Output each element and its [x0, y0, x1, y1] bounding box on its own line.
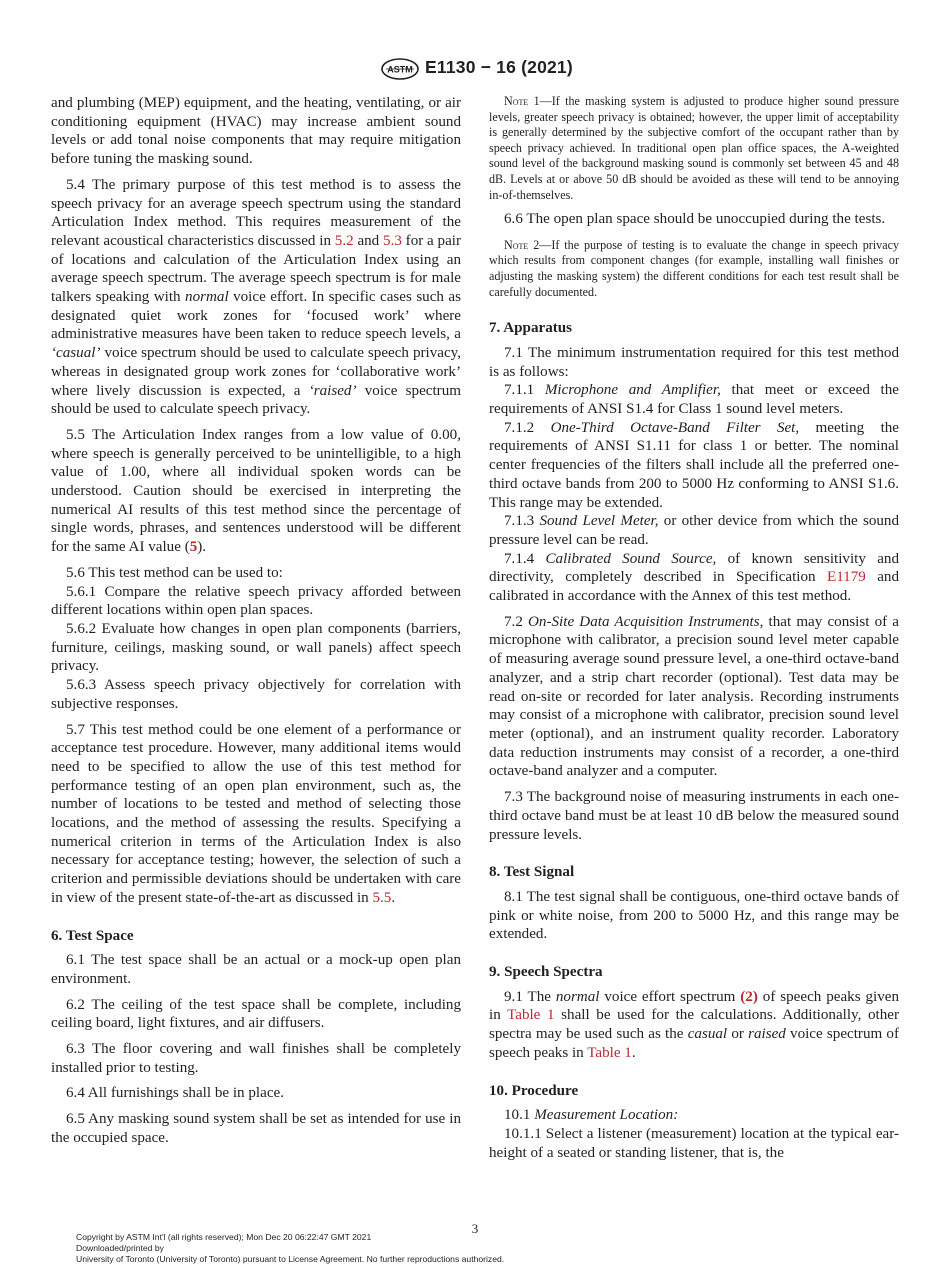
section-10-1-1: 10.1.1 Select a listener (measurement) location at the typical ear-height of a seated or standing listener, that is, the	[489, 1125, 899, 1161]
section-7-1: 7.1 The minimum instrumentation required for this test method is as follows:	[489, 344, 899, 380]
section-6-2: 6.2 The ceiling of the test space shall be complete, including ceiling board, light fixtures, and air diffusers.	[51, 996, 461, 1032]
section-5-6-2: 5.6.2 Evaluate how changes in open plan components (barriers, furniture, ceilings, masking sound, or wall panels) affect speech privacy.	[51, 620, 461, 675]
ref-5-2-link[interactable]: 5.2	[334, 232, 354, 249]
section-10-1: 10.1 Measurement Location:	[504, 1107, 679, 1124]
section-6-4: 6.4 All furnishings shall be in place.	[66, 1085, 284, 1102]
copyright-footer	[76, 1232, 504, 1265]
heading-10-procedure: 10. Procedure	[489, 1082, 579, 1099]
page-header	[0, 58, 950, 82]
footer-line-3: University of Toronto (University of Toronto) pursuant to License Agreement. No further reproductions authorized.	[76, 1254, 505, 1264]
heading-9-speech-spectra: 9. Speech Spectra	[489, 964, 603, 981]
section-6-3: 6.3 The floor covering and wall finishes shall be completely installed prior to testing.	[51, 1041, 461, 1076]
footer-line-1: Copyright by ASTM Int'l (all rights reserved); Mon Dec 20 06:22:47 GMT 2021	[76, 1232, 372, 1242]
section-5-6-1: 5.6.1 Compare the relative speech privacy afforded between different locations within open plan spaces.	[51, 583, 461, 619]
section-7-1-2: 7.1.2 One-Third Octave-Band Filter Set, meeting the requirements of ANSI S1.11 for class 1 or better. The nominal center frequencies of the filters shall include all the preferred one-third octave bands from 200 to 5000 Hz conforming to ANSI S1.6. This range may be extended.	[489, 419, 900, 511]
astm-logo-icon	[380, 58, 420, 80]
document-id: E1130 − 16 (2021)	[425, 57, 573, 77]
ref-5-3-link[interactable]: 5.3	[383, 232, 402, 249]
heading-7-apparatus: 7. Apparatus	[489, 320, 573, 337]
section-5-5: 5.5 The Articulation Index ranges from a low value of 0.00, where speech is generally perceived to be unintelligible, to a high value of 1.00, where all individual spoken words can be understood. Caution should be exercised in interpreting the numerical AI results of this test method since the percentage of single words, phrases, and sentences understood will be different for the same AI value (5).	[51, 426, 461, 556]
section-6-6: 6.6 The open plan space should be unoccupied during the tests.	[504, 211, 886, 228]
section-7-1-3: 7.1.3 Sound Level Meter, or other device from which the sound pressure level can be read.	[489, 513, 900, 548]
section-7-1-1: 7.1.1 Microphone and Amplifier, that meet or exceed the requirements of ANSI S1.4 for Class 1 sound level meters.	[489, 382, 899, 418]
section-5-6-3: 5.6.3 Assess speech privacy objectively for correlation with subjective responses.	[51, 677, 461, 712]
footer-line-2: Downloaded/printed by	[76, 1243, 164, 1253]
heading-6-test-space: 6. Test Space	[51, 927, 134, 944]
section-5-7: 5.7 This test method could be one element of a performance or acceptance test procedure. However, many additional items would need to be specified to allow the use of this test method for performance testing of an open plan environment, such as, the number of locations to be tested and method of selecting those locations, and the method of assessing the results. Specifying a numerical criterion in terms of the Articulation Index is also necessary for acceptance testing; however, the selection of such a criterion and permissible deviations should be undertaken with care in view of the present state-of-the-art as discussed in 5.5.	[51, 721, 461, 906]
note-1: Note 1—If the masking system is adjusted to produce higher sound pressure levels, greater speech privacy is obtained; however, the upper limit of acceptability is generally determined by the subjective comfort of the occupant rather than by speech privacy achieved. In traditional open plan office spaces, the A-weighted sound level of the background masking sound is commonly set between 45 and 48 dB. Levels at or above 50 dB should be avoided as these will tend to be annoying in-of-themselves.	[489, 94, 899, 202]
section-8-1: 8.1 The test signal shall be contiguous, one-third octave bands of pink or white noise, from 200 to 5000 Hz, and this range may be extended.	[489, 888, 899, 943]
section-7-3: 7.3 The background noise of measuring instruments in each one-third octave band must be at least 10 dB below the measured sound pressure levels.	[489, 789, 899, 843]
section-5-4: 5.4 The primary purpose of this test method is to assess the speech privacy for an average speech spectrum using the standard Articulation Index method. This requires measurement of the relevant acoustical characteristics discussed in 5.2 and 5.3 for a pair of locations and calculation of the Articulation Index using an average speech spectrum. The average speech spectrum is for male talkers speaking with normal voice effort. In specific cases such as designated quiet work zones for ‘focused work’ where administrative measures have been taken to reduce speech levels, a ‘casual’ voice spectrum should be used to calculate speech privacy, whereas in designated group work zones for ‘collaborative work’ where lively discussion is expected, a ‘raised’ voice spectrum should be used to calculate speech privacy.	[51, 176, 461, 418]
ref-e1179-link[interactable]: E1179	[826, 569, 866, 586]
section-6-1: 6.1 The test space shall be an actual or a mock-up open plan environment.	[51, 952, 461, 987]
ref-5-link[interactable]: 5	[189, 539, 198, 556]
note-2: Note 2—If the purpose of testing is to evaluate the change in speech privacy which results from component changes (for example, installing wall finishes or adjusting the masking system) the different conditions for each test result shall be carefully documented.	[489, 237, 900, 299]
astm-logo-text: ASTM	[387, 64, 413, 75]
left-column	[51, 94, 461, 1148]
paragraph-mep: and plumbing (MEP) equipment, and the heating, ventilating, or air conditioning equipment (HVAC) may increase ambient sound levels or add tonal noise components that may require mitigation before tuning the masking sound.	[51, 95, 461, 168]
page-number: 3	[471, 1221, 479, 1236]
table-1-link-2[interactable]: Table 1	[587, 1044, 632, 1061]
section-9-1: 9.1 The normal voice effort spectrum (2) of speech peaks given in Table 1 shall be used for the calculations. Additionally, other spectra may be used such as the casual or raised voice spectrum of speech peaks in Table 1.	[489, 988, 900, 1061]
ref-5-5-link[interactable]: 5.5	[372, 889, 392, 906]
section-6-5: 6.5 Any masking sound system shall be set as intended for use in the occupied space.	[51, 1111, 461, 1146]
section-7-2: 7.2 On-Site Data Acquisition Instruments, that may consist of a microphone with calibrator, a precision sound level meter capable of measuring average sound pressure level, a one-third octave-band analyzer, and a strip chart recorder (optional). Test data may be read on-site or recorded for later analysis. Recording instruments may consist of a microphone with calibrator, precision sound level meter (optional), and an instrument quality recorder. Laboratory data reduction instruments may consist of a recorder, a one-third octave-band analyzer and a computer.	[489, 613, 899, 780]
section-5-6: 5.6 This test method can be used to:	[66, 564, 283, 581]
heading-8-test-signal: 8. Test Signal	[489, 864, 575, 881]
right-column	[489, 94, 899, 1162]
table-1-link[interactable]: Table 1	[507, 1007, 555, 1024]
section-7-1-4: 7.1.4 Calibrated Sound Source, of known sensitivity and directivity, completely described in Specification E1179 and calibrated in accordance with the Annex of this test method.	[489, 550, 899, 605]
ref-2-link[interactable]: (2)	[740, 988, 758, 1005]
